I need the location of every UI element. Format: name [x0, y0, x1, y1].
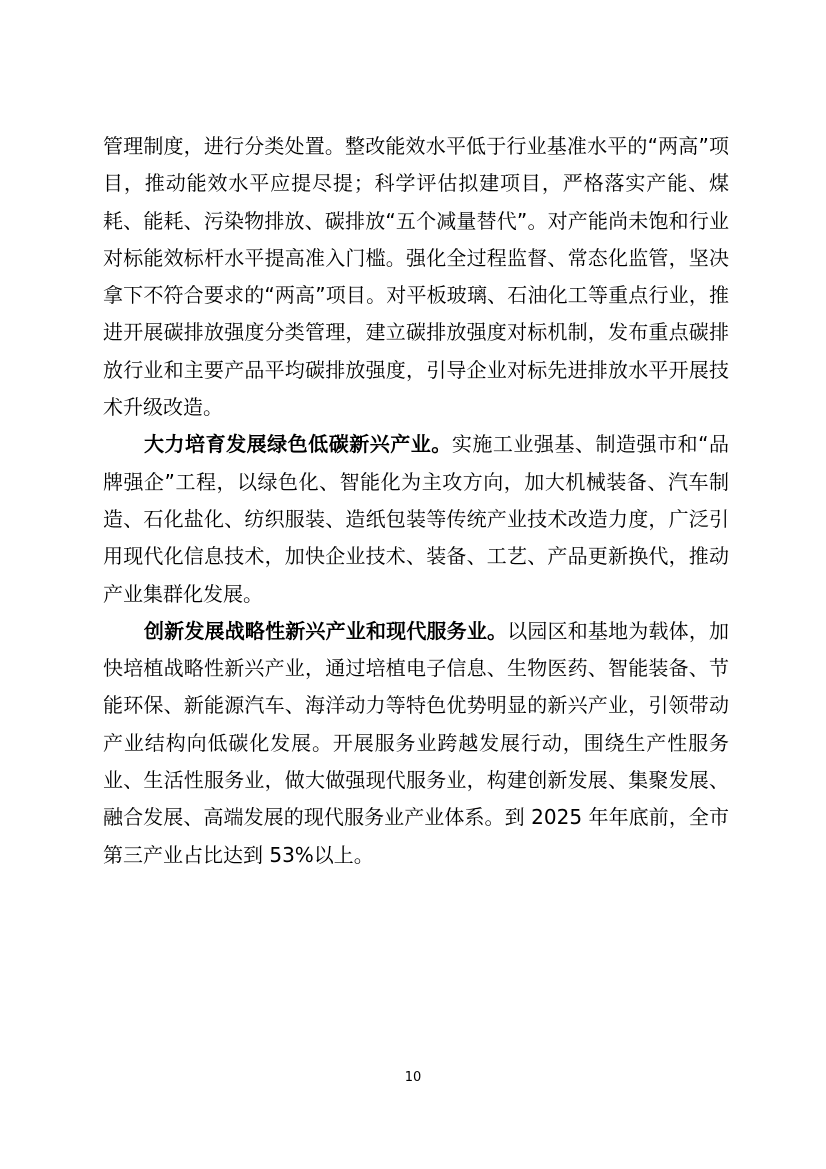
paragraph-continued: [103, 128, 729, 426]
page-number: 10: [404, 1070, 422, 1085]
paragraph-text: 实施工业强基、制造强市和“品牌强企”工程，以绿色化、智能化为主攻方向，加大机械装备、汽车制造、石化盐化、纺织服装、造纸包装等传统产业技术改造力度，广泛引用现代化信息技术，加快企业技术、装备、工艺、产品更新换代，推动产业集群化发展。: [103, 432, 729, 606]
paragraph-text: 管理制度，进行分类处置。整改能效水平低于行业基准水平的“两高”项目，推动能效水平应提尽提；科学评估拟建项目，严格落实产能、煤耗、能耗、污染物排放、碳排放“五个减量替代”。对产能尚未饱和行业对标能效标杆水平提高准入门槛。强化全过程监督、常态化监管，坚决拿下不符合要求的“两高”项目。对平板玻璃、石油化工等重点行业，推进开展碳排放强度分类管理，建立碳排放强度对标机制，发布重点碳排放行业和主要产品平均碳排放强度，引导企业对标先进排放水平开展技术升级改造。: [103, 134, 729, 420]
paragraph-heading: 创新发展战略性新兴产业和现代服务业。: [144, 618, 508, 643]
paragraph-heading: 大力培育发展绿色低碳新兴产业。: [144, 432, 452, 457]
paragraph-text: 以园区和基地为载体，加快培植战略性新兴产业，通过培植电子信息、生物医药、智能装备、节能环保、新能源汽车、海洋动力等特色优势明显的新兴产业，引领带动产业结构向低碳化发展。开展服务业跨越发展行动，围绕生产性服务业、生活性服务业，做大做强现代服务业，构建创新发展、集聚发展、融合发展、高端发展的现代服务业产业体系。到 2025 年年底前，全市第三产业占比达到 53%以上。: [103, 618, 730, 867]
document-body: [103, 128, 729, 874]
paragraph-strategic-industry: [103, 613, 729, 874]
paragraph-green-industry: [103, 426, 729, 612]
